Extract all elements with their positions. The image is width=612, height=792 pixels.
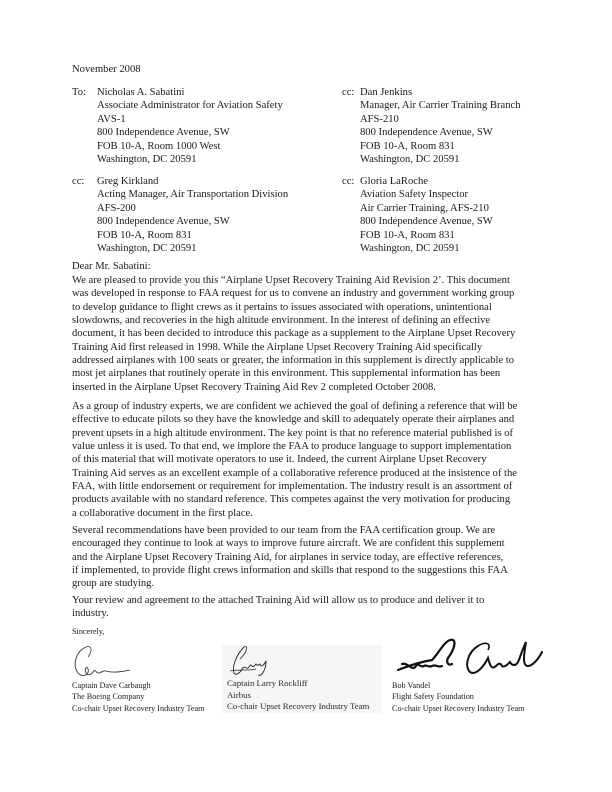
body-paragraph-2 — [72, 400, 540, 520]
paragraph-line: a collaborative document in the first place. — [72, 507, 253, 519]
cc-name: Gloria LaRoche — [360, 176, 428, 187]
paragraph-line: most jet airplanes that routinely operate in this environment. This supplemental information has been — [72, 368, 501, 380]
signature-vandel-icon — [392, 636, 552, 680]
cc-name: Greg Kirkland — [97, 176, 159, 187]
paragraph-line: of this material that will motivate operators to use it. Indeed, the current Airplane Upset Recovery — [72, 454, 487, 466]
paragraph-line: FAA, with little endorsement or requirement for implementation. The industry result is an assortment of — [72, 481, 513, 493]
closing: Sincerely, — [72, 627, 105, 636]
cc-city: Washington, DC 20591 — [97, 243, 197, 255]
letter-date: November 2008 — [72, 64, 141, 75]
body-paragraph-1 — [72, 274, 540, 394]
recipient-name: Nicholas A. Sabatini — [97, 87, 185, 98]
cc-street: 800 Independence Avenue, SW — [97, 216, 230, 228]
paragraph-line: industry. — [72, 608, 109, 620]
paragraph-line: products available with no standard reference. This competes against the very motivation for producing — [72, 494, 511, 506]
cc-title: Manager, Air Carrier Training Branch — [360, 100, 521, 112]
paragraph-line: Training Aid serves as an excellent example of a collaborative reference produced at the insistence of the — [72, 467, 517, 479]
signatory-vandel — [392, 680, 525, 714]
signatory-name: Captain Larry Rockliff — [227, 678, 308, 688]
cc-room: FOB 10-A, Room 831 — [360, 229, 455, 241]
cc-city: Washington, DC 20591 — [360, 243, 460, 255]
paragraph-line: if implemented, to provide flight crews information and skills that respond to the suggestions this FAA — [72, 565, 508, 577]
paragraph-line: We are pleased to provide you this “Airplane Upset Recovery Training Aid Revision 2’. This document — [72, 275, 510, 286]
cc-street: 800 Independence Avenue, SW — [360, 127, 493, 139]
paragraph-line: inserted in the Airplane Upset Recovery Training Aid Rev 2 completed October 2008. — [72, 381, 436, 393]
paragraph-line: effective to educate pilots so they have the knowledge and skill to adequately operate their airplanes and — [72, 414, 515, 426]
signatory-organization: Airbus — [227, 689, 251, 700]
cc-city: Washington, DC 20591 — [360, 154, 460, 166]
paragraph-line: document, it has been decided to introduce this package as a supplement to the Airplane Upset Recovery — [72, 328, 516, 340]
paragraph-line: value unless it is used. To that end, we implore the FAA to produce language to support implementation — [72, 441, 512, 453]
recipient-room: FOB 10-A, Room 1000 West — [97, 140, 221, 152]
cc-label: cc: — [342, 87, 355, 98]
cc-label: cc: — [72, 176, 85, 187]
cc-room: FOB 10-A, Room 831 — [97, 229, 192, 241]
paragraph-line: encouraged they continue to look at ways to improve future aircraft. We are confident this supplement — [72, 538, 505, 550]
paragraph-line: slowdowns, and recoveries in the high altitude environment. In the interest of defining an effective — [72, 315, 491, 327]
cc-office: Air Carrier Training, AFS-210 — [360, 202, 489, 214]
signatory-name: Captain Dave Carbaugh — [72, 681, 151, 690]
cc-office: AFS-210 — [360, 113, 399, 125]
paragraph-line: prevent upsets in a high altitude environment. The key point is that no reference material published is of — [72, 427, 514, 439]
signatory-organization: The Boeing Company — [72, 692, 145, 702]
signatory-organization: Flight Safety Foundation — [392, 692, 474, 702]
cc-room: FOB 10-A, Room 831 — [360, 140, 455, 152]
cc-street: 800 Independence Avenue, SW — [360, 216, 493, 228]
recipient-street: 800 Independence Avenue, SW — [97, 127, 230, 139]
paragraph-line: group are studying. — [72, 578, 155, 590]
recipient-city: Washington, DC 20591 — [97, 154, 197, 166]
to-label: To: — [72, 87, 86, 98]
signatory-name: Bob Vandel — [392, 681, 431, 690]
signatory-rockliff — [227, 678, 369, 713]
salutation: Dear Mr. Sabatini: — [72, 261, 151, 272]
signatory-carbaugh — [72, 680, 205, 714]
signatory-role: Co-chair Upset Recovery Industry Team — [227, 701, 370, 711]
paragraph-line: to develop guidance to flight crews as it pertains to issues associated with operations, unintentional — [72, 301, 492, 313]
cc-title: Acting Manager, Air Transportation Division — [97, 189, 289, 201]
body-paragraph-3 — [72, 524, 540, 591]
cc-title: Aviation Safety Inspector — [360, 189, 469, 201]
paragraph-line: As a group of industry experts, we are confident we achieved the goal of defining a reference that will be — [72, 401, 518, 412]
signatory-role: Co-chair Upset Recovery Industry Team — [392, 703, 525, 713]
cc-name: Dan Jenkins — [360, 87, 413, 98]
signature-rockliff-icon — [226, 645, 278, 679]
recipient-title: Associate Administrator for Aviation Safety — [97, 100, 283, 112]
recipient-office: AVS-1 — [97, 113, 126, 125]
paragraph-line: Several recommendations have been provided to our team from the FAA certification group. We are — [72, 525, 496, 536]
paragraph-line: and the Airplane Upset Recovery Training Aid, for airplanes in service today, are effective references, — [72, 551, 504, 563]
cc-label: cc: — [342, 176, 355, 187]
body-paragraph-4 — [72, 594, 540, 621]
signatory-role: Co-chair Upset Recovery Industry Team — [72, 703, 205, 713]
paragraph-line: addressed airplanes with 100 seats or greater, the information in this supplement is directly applicable to — [72, 355, 515, 367]
paragraph-line: was developed in response to FAA request for us to convene an industry and government working group — [72, 288, 515, 300]
signature-carbaugh-icon — [72, 643, 132, 679]
cc-office: AFS-200 — [97, 202, 136, 214]
paragraph-line: Your review and agreement to the attached Training Aid will allow us to produce and deliver it to — [72, 595, 485, 606]
paragraph-line: Training Aid first released in 1998. While the Airplane Upset Recovery Training Aid specifically — [72, 341, 483, 353]
